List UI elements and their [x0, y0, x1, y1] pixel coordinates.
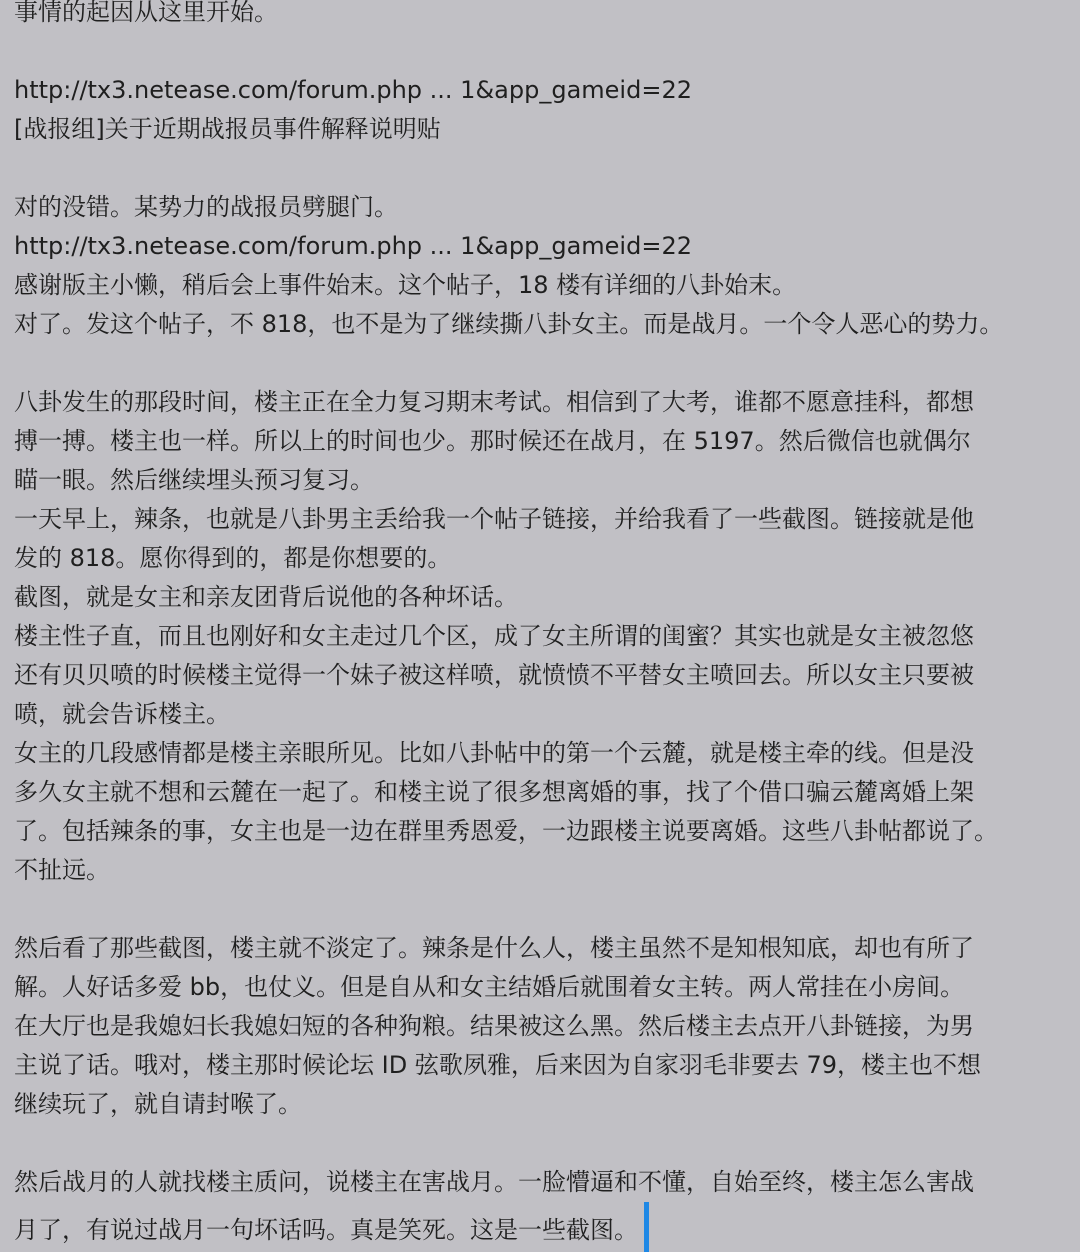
- text-line: 不扯远。: [14, 856, 110, 884]
- forum-link-line: http://tx3.netease.com/forum.php ... 1&app_gameid=22: [14, 76, 692, 104]
- text-line: 喷，就会告诉楼主。: [14, 700, 230, 728]
- text-line: 八卦发生的那段时间，楼主正在全力复习期末考试。相信到了大考，谁都不愿意挂科，都想: [14, 388, 974, 416]
- text-line: 女主的几段感情都是楼主亲眼所见。比如八卦帖中的第一个云麓，就是楼主牵的线。但是没: [14, 739, 974, 767]
- blank-line: [14, 890, 1066, 929]
- text-line: [战报组]关于近期战报员事件解释说明贴: [14, 115, 441, 143]
- blank-line: [14, 1124, 1066, 1163]
- text-cursor[interactable]: [644, 1202, 649, 1252]
- blank-line: [14, 149, 1066, 188]
- text-line: 对了。发这个帖子，不 818，也不是为了继续撕八卦女主。而是战月。一个令人恶心的势力。: [14, 310, 1004, 338]
- text-line: 还有贝贝喷的时候楼主觉得一个妹子被这样喷，就愤愤不平替女主喷回去。所以女主只要被: [14, 661, 974, 689]
- text-line: 了。包括辣条的事，女主也是一边在群里秀恩爱，一边跟楼主说要离婚。这些八卦帖都说了。: [14, 817, 998, 845]
- text-line: 瞄一眼。然后继续埋头预习复习。: [14, 466, 374, 494]
- blank-line: [14, 32, 1066, 71]
- text-line: 然后战月的人就找楼主质问，说楼主在害战月。一脸懵逼和不懂，自始至终，楼主怎么害战: [14, 1168, 974, 1196]
- text-line: 对的没错。某势力的战报员劈腿门。: [14, 193, 398, 221]
- text-line: 感谢版主小懒，稍后会上事件始末。这个帖子，18 楼有详细的八卦始末。: [14, 271, 797, 299]
- text-line: 然后看了那些截图，楼主就不淡定了。辣条是什么人，楼主虽然不是知根知底，却也有所了: [14, 934, 974, 962]
- text-line: 一天早上，辣条，也就是八卦男主丢给我一个帖子链接，并给我看了一些截图。链接就是他: [14, 505, 974, 533]
- text-line: 楼主性子直，而且也刚好和女主走过几个区，成了女主所谓的闺蜜？其实也就是女主被忽悠: [14, 622, 974, 650]
- text-line: 截图，就是女主和亲友团背后说他的各种坏话。: [14, 583, 518, 611]
- last-line-text: 月了，有说过战月一句坏话吗。真是笑死。这是一些截图。: [14, 1216, 638, 1244]
- text-line: 解。人好话多爱 bb，也仗义。但是自从和女主结婚后就围着女主转。两人常挂在小房间。: [14, 973, 965, 1001]
- forum-link-line: http://tx3.netease.com/forum.php ... 1&app_gameid=22: [14, 232, 692, 260]
- text-line: 继续玩了，就自请封喉了。: [14, 1090, 302, 1118]
- article-text[interactable]: [14, 0, 1066, 1244]
- text-line: 在大厅也是我媳妇长我媳妇短的各种狗粮。结果被这么黑。然后楼主去点开八卦链接，为男: [14, 1012, 974, 1040]
- last-text-line: [14, 1202, 1066, 1244]
- text-line: 搏一搏。楼主也一样。所以上的时间也少。那时候还在战月，在 5197。然后微信也就偶尔: [14, 427, 971, 455]
- text-line: 事情的起因从这里开始。: [14, 0, 278, 26]
- text-line: 多久女主就不想和云麓在一起了。和楼主说了很多想离婚的事，找了个借口骗云麓离婚上架: [14, 778, 974, 806]
- blank-line: [14, 344, 1066, 383]
- text-line: 主说了话。哦对，楼主那时候论坛 ID 弦歌夙雅，后来因为自家羽毛非要去 79，楼主也不想: [14, 1051, 981, 1079]
- text-line: 发的 818。愿你得到的，都是你想要的。: [14, 544, 452, 572]
